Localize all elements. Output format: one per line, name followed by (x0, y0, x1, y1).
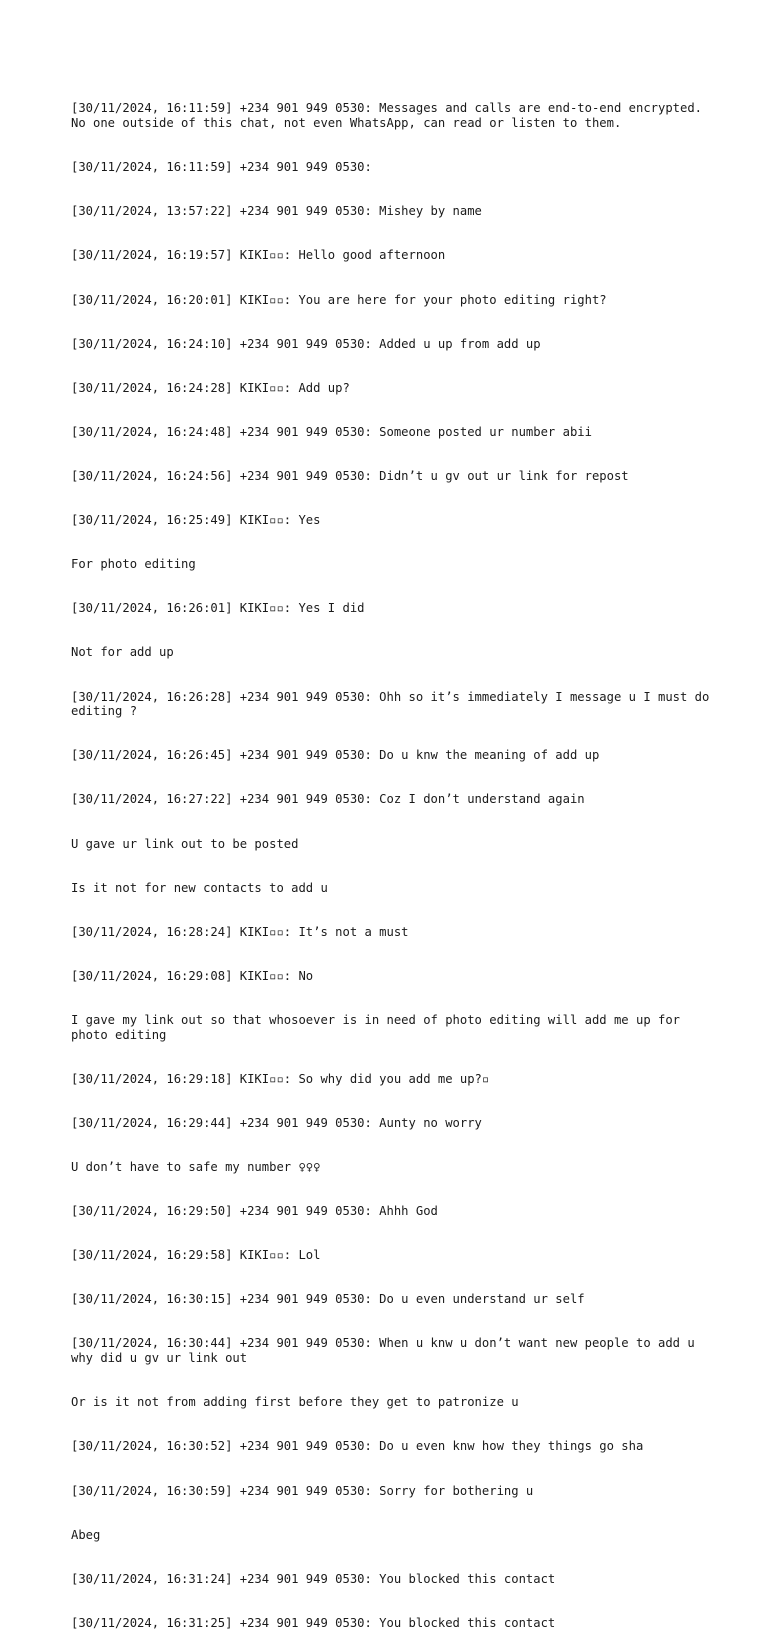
transcript-line: [30/11/2024, 16:24:56] +234 901 949 0530: Didn’t u gv out ur link for repost (71, 468, 629, 483)
transcript-line: [30/11/2024, 16:26:45] +234 901 949 0530: Do u knw the meaning of add up (71, 748, 600, 763)
transcript-line: [30/11/2024, 16:11:59] +234 901 949 0530: (71, 160, 372, 175)
transcript-line: I gave my link out so that whosoever is in need of photo editing will add me up for photo editing (71, 1013, 688, 1042)
transcript-line: [30/11/2024, 16:31:24] +234 901 949 0530: You blocked this contact (71, 1571, 556, 1586)
transcript-line: [30/11/2024, 16:29:58] KIKI▫▫: Lol (71, 1248, 321, 1263)
transcript-line: [30/11/2024, 16:31:25] +234 901 949 0530: You blocked this contact (71, 1615, 556, 1630)
transcript-line: [30/11/2024, 16:30:52] +234 901 949 0530: Do u even knw how they things go sha (71, 1439, 644, 1454)
transcript-line: [30/11/2024, 16:27:22] +234 901 949 0530: Coz I don’t understand again (71, 792, 585, 807)
transcript-line: Is it not for new contacts to add u (71, 880, 328, 895)
transcript-line: [30/11/2024, 16:20:01] KIKI▫▫: You are here for your photo editing right? (71, 292, 607, 307)
transcript-line: [30/11/2024, 16:30:59] +234 901 949 0530: Sorry for bothering u (71, 1483, 534, 1498)
transcript-line: [30/11/2024, 16:25:49] KIKI▫▫: Yes (71, 513, 321, 528)
transcript-line: [30/11/2024, 16:28:24] KIKI▫▫: It’s not a must (71, 924, 409, 939)
transcript-line: Or is it not from adding first before they get to patronize u (71, 1395, 519, 1410)
chat-transcript (71, 72, 717, 1645)
transcript-line: [30/11/2024, 16:19:57] KIKI▫▫: Hello good afternoon (71, 248, 446, 263)
transcript-line: Abeg (71, 1527, 101, 1542)
transcript-line: [30/11/2024, 16:29:18] KIKI▫▫: So why did you add me up?▫ (71, 1071, 490, 1086)
transcript-line: [30/11/2024, 16:24:28] KIKI▫▫: Add up? (71, 380, 350, 395)
transcript-line: [30/11/2024, 16:11:59] +234 901 949 0530: Messages and calls are end-to-end encrypted. No one outside of this chat, not even WhatsApp, can read or listen to them. (71, 101, 710, 131)
transcript-line: [30/11/2024, 16:26:01] KIKI▫▫: Yes I did (71, 601, 365, 616)
transcript-line: U don’t have to safe my number ♀♀♀ (71, 1160, 321, 1175)
transcript-line: [30/11/2024, 16:29:50] +234 901 949 0530: Ahhh God (71, 1204, 438, 1219)
transcript-line: [30/11/2024, 16:26:28] +234 901 949 0530: Ohh so it’s immediately I message u I must do editing ? (71, 689, 717, 719)
transcript-line: [30/11/2024, 16:30:44] +234 901 949 0530: When u knw u don’t want new people to add u why did u gv ur link out (71, 1336, 703, 1366)
transcript-line: [30/11/2024, 16:24:10] +234 901 949 0530: Added u up from add up (71, 336, 541, 351)
transcript-line: [30/11/2024, 16:24:48] +234 901 949 0530: Someone posted ur number abii (71, 424, 592, 439)
transcript-line: [30/11/2024, 13:57:22] +234 901 949 0530: Mishey by name (71, 204, 482, 219)
transcript-line: [30/11/2024, 16:29:44] +234 901 949 0530: Aunty no worry (71, 1115, 482, 1130)
transcript-line: Not for add up (71, 645, 174, 660)
transcript-line: [30/11/2024, 16:30:15] +234 901 949 0530: Do u even understand ur self (71, 1292, 585, 1307)
transcript-line: [30/11/2024, 16:29:08] KIKI▫▫: No (71, 968, 314, 983)
transcript-line: For photo editing (71, 557, 196, 572)
transcript-line: U gave ur link out to be posted (71, 836, 299, 851)
